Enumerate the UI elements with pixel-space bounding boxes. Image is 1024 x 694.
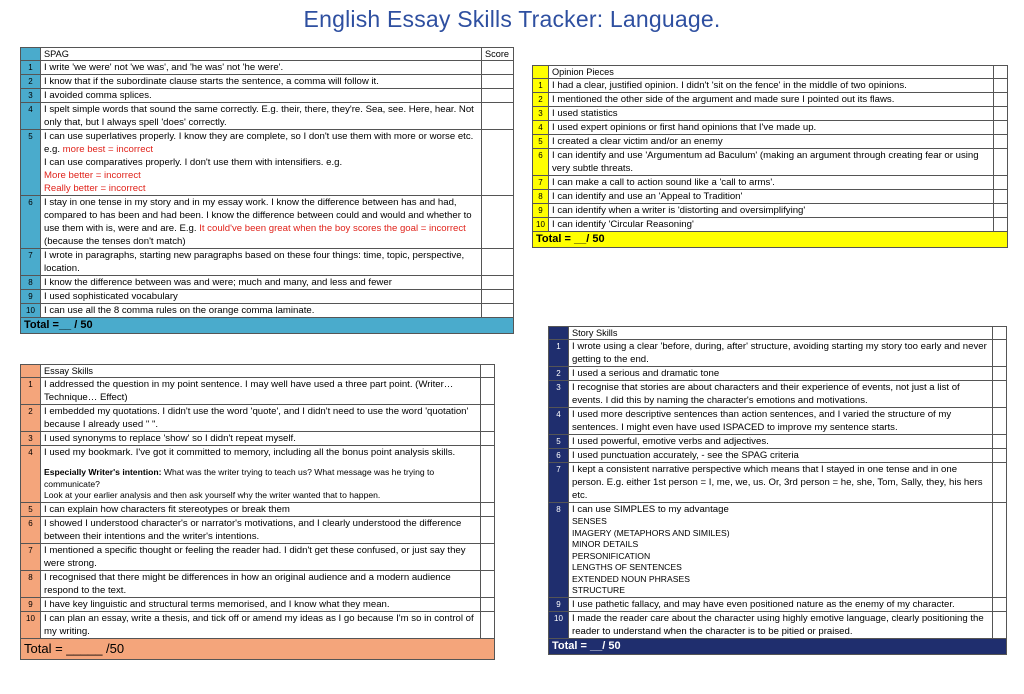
table-row: 10 I made the reader care about the character using highly emotive language, clearly positioning the reader to understand when the character is to be pitied or praised. xyxy=(549,611,1007,638)
score-cell[interactable] xyxy=(482,290,514,304)
score-cell[interactable] xyxy=(482,249,514,276)
score-cell[interactable] xyxy=(481,378,495,405)
table-row: 1 I addressed the question in my point sentence. I may well have used a three part point. (Writer… Technique… Effect) xyxy=(21,378,495,405)
spag-table xyxy=(20,47,514,334)
spag-heading: SPAG xyxy=(41,48,482,61)
score-cell[interactable] xyxy=(993,367,1007,381)
total-row xyxy=(21,638,495,659)
table-row: 6 I stay in one tense in my story and in my essay work. I know the difference between has and had, compared to has been and had been. I know the difference between could and would and whether to use them with is, were and are. E.g. It could've been great when the boy scores the goal = incorrect (because the tenses don't match) xyxy=(21,196,514,249)
table-row: 1 I write 'we were' not 'we was', and 'he was' not 'he were'. xyxy=(21,61,514,75)
table-row: 1 I wrote using a clear 'before, during, after' structure, avoiding starting my story too early and never getting to the end. xyxy=(549,340,1007,367)
table-row: 4 I used expert opinions or first hand opinions that I've made up. xyxy=(533,121,1008,135)
score-cell[interactable] xyxy=(482,276,514,290)
essay-total[interactable]: Total = _____ /50 xyxy=(21,638,495,659)
opinion-table xyxy=(532,65,1008,248)
score-cell[interactable] xyxy=(482,304,514,318)
table-row: 3 I avoided comma splices. xyxy=(21,89,514,103)
score-cell[interactable] xyxy=(993,611,1007,638)
score-cell[interactable] xyxy=(994,190,1008,204)
table-row: 6 I used punctuation accurately, - see the SPAG criteria xyxy=(549,449,1007,463)
score-cell[interactable] xyxy=(994,93,1008,107)
score-header: Score xyxy=(482,48,514,61)
score-cell[interactable] xyxy=(481,446,495,503)
essay-heading: Essay Skills xyxy=(41,365,481,378)
table-row: 10 I can plan an essay, write a thesis, and tick off or amend my ideas as I go because I'm so in control of my writing. xyxy=(21,611,495,638)
simples-item: IMAGERY (METAPHORS AND SIMILES) xyxy=(572,527,730,538)
table-row: 5 I created a clear victim and/or an enemy xyxy=(533,135,1008,149)
score-cell[interactable] xyxy=(994,79,1008,93)
opinion-total[interactable]: Total = __/ 50 xyxy=(533,232,1008,248)
table-row: 5 I can use superlatives properly. I know they are complete, so I don't use them with more or worse etc. e.g. more best = incorrect I can use comparatives properly. I don't use them with intensifiers. e.g. More better = incorrect Really better = incorrect xyxy=(21,130,514,196)
table-row: 4 I spelt simple words that sound the same correctly. E.g. their, there, they're. Sea, see. Here, hear. Not only that, but I always spell 'does' correctly. xyxy=(21,103,514,130)
table-row: 3 I used statistics xyxy=(533,107,1008,121)
score-cell[interactable] xyxy=(993,503,1007,598)
table-row: 3 I used synonyms to replace 'show' so I didn't repeat myself. xyxy=(21,432,495,446)
story-total[interactable]: Total = __/ 50 xyxy=(549,638,1007,654)
score-cell[interactable] xyxy=(993,340,1007,367)
score-cell[interactable] xyxy=(481,570,495,597)
score-cell[interactable] xyxy=(994,176,1008,190)
essay-table xyxy=(20,364,495,660)
simples-item: PERSONIFICATION xyxy=(572,550,651,561)
table-row: 6 I can identify and use 'Argumentum ad Baculum' (making an argument through creating fear or using very subtle threats. xyxy=(533,149,1008,176)
table-row: 9 I have key linguistic and structural terms memorised, and I know what they mean. xyxy=(21,597,495,611)
table-row: 5 I used powerful, emotive verbs and adjectives. xyxy=(549,435,1007,449)
table-row: 3 I recognise that stories are about characters and their experience of events, not just a list of events. I did this by naming the character's emotions and motivations. xyxy=(549,381,1007,408)
simples-item: SENSES xyxy=(572,516,607,526)
table-row: 4 I used my bookmark. I've got it committed to memory, including all the bonus point analysis skills. Especially Writer's intention: What was the writer trying to teach us? What message was he trying to communicate? Look at your earlier analysis and then ask yourself why the writer wanted that to happen. xyxy=(21,446,495,503)
score-cell[interactable] xyxy=(993,597,1007,611)
score-cell[interactable] xyxy=(994,121,1008,135)
table-row: 6 I showed I understood character's or narrator's motivations, and I clearly understood the difference between their intentions and the writer's intentions. xyxy=(21,516,495,543)
table-row: 8 I can identify and use an 'Appeal to Tradition' xyxy=(533,190,1008,204)
score-cell[interactable] xyxy=(482,75,514,89)
score-cell[interactable] xyxy=(994,204,1008,218)
score-cell[interactable] xyxy=(993,463,1007,503)
score-cell[interactable] xyxy=(482,196,514,249)
score-cell[interactable] xyxy=(993,449,1007,463)
table-row: 4 I used more descriptive sentences than action sentences, and I varied the structure of my sentences. I might even have used ISPACED to improve my sentence starts. xyxy=(549,408,1007,435)
table-row: 7 I kept a consistent narrative perspective which means that I stayed in one tense and in one person. E.g. either 1st person = I, me, we, us. Or, 3rd person = he, she, Tom, Sally, they, his hers etc. xyxy=(549,463,1007,503)
total-row xyxy=(21,318,514,334)
score-cell[interactable] xyxy=(993,435,1007,449)
table-row: 1 I had a clear, justified opinion. I didn't 'sit on the fence' in the middle of two opinions. xyxy=(533,79,1008,93)
score-cell[interactable] xyxy=(482,103,514,130)
score-cell[interactable] xyxy=(481,611,495,638)
score-cell[interactable] xyxy=(994,107,1008,121)
score-cell[interactable] xyxy=(481,597,495,611)
spag-total[interactable]: Total =__ / 50 xyxy=(21,318,514,334)
score-cell[interactable] xyxy=(481,516,495,543)
score-cell[interactable] xyxy=(481,405,495,432)
score-cell[interactable] xyxy=(482,89,514,103)
table-row: 10 I can identify 'Circular Reasoning' xyxy=(533,218,1008,232)
score-cell[interactable] xyxy=(481,502,495,516)
table-row: 8 I recognised that there might be differences in how an original audience and a modern audience respond to the text. xyxy=(21,570,495,597)
table-row: 8 I know the difference between was and were; much and many, and less and fewer xyxy=(21,276,514,290)
score-cell[interactable] xyxy=(993,381,1007,408)
table-row: 9 I used sophisticated vocabulary xyxy=(21,290,514,304)
opinion-heading: Opinion Pieces xyxy=(549,66,994,79)
table-row: 9 I can identify when a writer is 'distorting and oversimplifying' xyxy=(533,204,1008,218)
simples-item: STRUCTURE xyxy=(572,585,625,595)
score-cell[interactable] xyxy=(482,130,514,196)
table-row: 2 I know that if the subordinate clause starts the sentence, a comma will follow it. xyxy=(21,75,514,89)
score-cell[interactable] xyxy=(993,408,1007,435)
score-cell[interactable] xyxy=(994,135,1008,149)
table-row: 2 I mentioned the other side of the argument and made sure I pointed out its flaws. xyxy=(533,93,1008,107)
score-cell[interactable] xyxy=(481,432,495,446)
table-row: 2 I used a serious and dramatic tone xyxy=(549,367,1007,381)
page-title: English Essay Skills Tracker: Language. xyxy=(303,6,721,32)
table-row: 2 I embedded my quotations. I didn't use the word 'quote', and I didn't need to use the word 'quotation' because I already used " ". xyxy=(21,405,495,432)
table-row: 7 I mentioned a specific thought or feeling the reader had. I didn't get these confused, or just say they were strong. xyxy=(21,543,495,570)
story-heading: Story Skills xyxy=(569,327,993,340)
table-row: 7 I can make a call to action sound like a 'call to arms'. xyxy=(533,176,1008,190)
simples-item: EXTENDED NOUN PHRASES xyxy=(572,573,690,584)
simples-item: LENGTHS OF SENTENCES xyxy=(572,562,682,572)
simples-item: MINOR DETAILS xyxy=(572,539,639,549)
table-row: 7 I wrote in paragraphs, starting new paragraphs based on these four things: time, topic, perspective, location. xyxy=(21,249,514,276)
table-row: 5 I can explain how characters fit stereotypes or break them xyxy=(21,502,495,516)
story-table xyxy=(548,326,1007,655)
score-cell[interactable] xyxy=(482,61,514,75)
table-row: 8 I can use SIMPLES to my advantage SENSES IMAGERY (METAPHORS AND SIMILES) MINOR DETAILS PERSONIFICATION LENGTHS OF SENTENCES EXTENDED NOUN PHRASES STRUCTURE xyxy=(549,503,1007,598)
score-cell[interactable] xyxy=(994,149,1008,176)
score-cell[interactable] xyxy=(994,218,1008,232)
total-row xyxy=(533,232,1008,248)
score-cell[interactable] xyxy=(481,543,495,570)
table-row: 10 I can use all the 8 comma rules on the orange comma laminate. xyxy=(21,304,514,318)
total-row xyxy=(549,638,1007,654)
table-row: 9 I use pathetic fallacy, and may have even positioned nature as the enemy of my character. xyxy=(549,597,1007,611)
